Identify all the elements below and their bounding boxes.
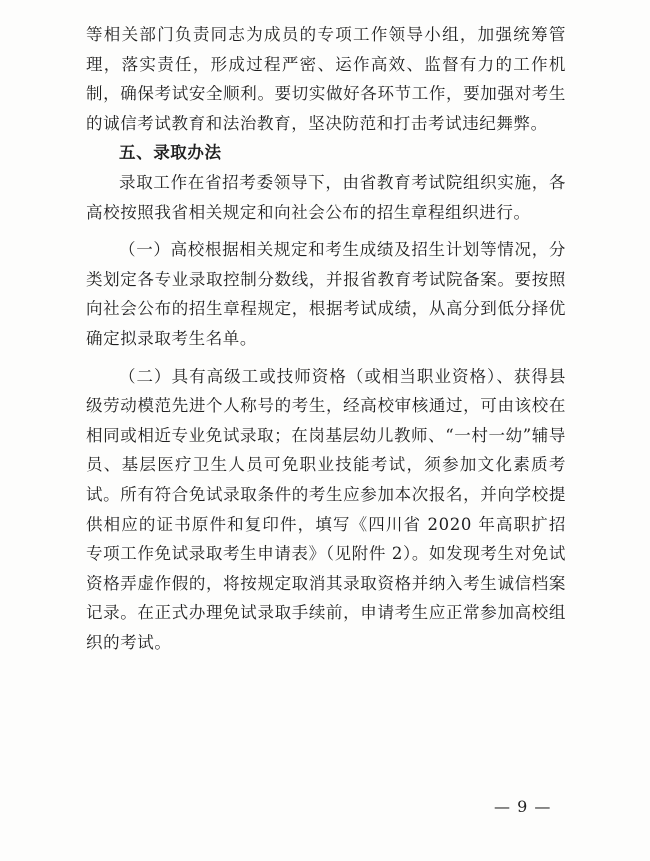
paragraph-item-two: （二）具有高级工或技师资格（或相当职业资格）、获得县级劳动模范先进个人称号的考生，经高校审核通过，可由该校在相同或相近专业免试录取；在岗基层幼儿教师、“一村一幼”辅导员、基层医疗卫生人员可免职业技能考试，须参加文化素质考试。所有符合免试录取条件的考生应参加本次报名，并向学校提供相应的证书原件和复印件，填写《四川省 2020 年高职扩招专项工作免试录取考生申请表》（见附件 2）。如发现考生对免试资格弄虚作假的，将按规定取消其录取资格并纳入考生诚信档案记录。在正式办理免试录取手续前，申请考生应正常参加高校组织的考试。 <box>86 366 566 652</box>
paragraph-admission-intro: 录取工作在省招考委领导下，由省教育考试院组织实施，各高校按照我省相关规定和向社会公布的招生章程组织进行。 <box>86 172 566 222</box>
document-body <box>86 20 566 657</box>
paragraph-item-one: （一）高校根据相关规定和考生成绩及招生计划等情况，分类划定各专业录取控制分数线，并报省教育考试院备案。要按照向社会公布的招生章程规定，根据考试成绩，从高分到低分择优确定拟录取考生名单。 <box>86 240 566 348</box>
page-number: — 9 — <box>494 797 552 816</box>
paragraph-continuation: 等相关部门负责同志为成员的专项工作领导小组，加强统筹管理，落实责任，形成过程严密、运作高效、监督有力的工作机制，确保考试安全顺利。要切实做好各环节工作，要加强对考生的诚信考试教育和法治教育，坚决防范和打击考试违纪舞弊。 <box>86 25 566 133</box>
section-heading-admission-method: 五、录取办法 <box>119 143 222 163</box>
